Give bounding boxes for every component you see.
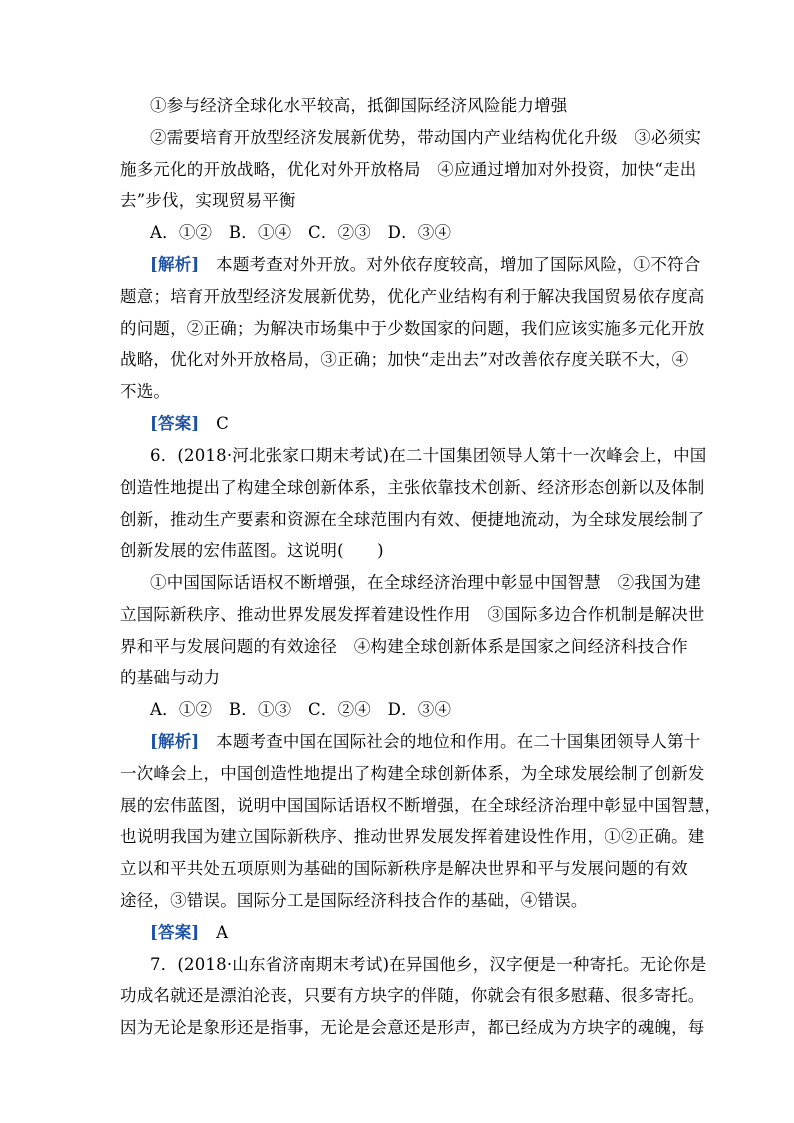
q5-choices: A．①② B．①④ C．②③ D．③④ — [150, 223, 452, 242]
q5-option-line: 去”步伐，实现贸易平衡 — [120, 191, 296, 210]
q5-option-line: ②需要培育开放型经济发展新优势，带动国内产业结构优化升级 ③必须实 — [150, 128, 702, 147]
q6-stem-line: 创新，推动生产要素和资源在全球范围内有效、便捷地流动，为全球发展绘制了 — [120, 510, 705, 529]
q6-option-line: 界和平与发展问题的有效途径 ④构建全球创新体系是国家之间经济科技合作 — [120, 637, 688, 656]
q6-option-line: 立国际新秩序、推动世界发展发挥着建设性作用 ③国际多边合作机制是解决世 — [120, 605, 705, 624]
q6-analysis-line — [150, 732, 701, 752]
analysis-label: [解析] — [150, 732, 200, 751]
q6-option-line: 的基础与动力 — [120, 668, 221, 687]
answer-value: A — [199, 923, 229, 942]
analysis-text: 本题考查中国在国际社会的地位和作用。在二十国集团领导人第十 — [199, 732, 701, 751]
q5-analysis-line: 不选。 — [120, 382, 171, 401]
answer-value: C — [199, 414, 229, 433]
answer-label: [答案] — [150, 923, 200, 942]
q5-option-line: 施多元化的开放战略，优化对外开放格局 ④应通过增加对外投资，加快“走出 — [120, 160, 697, 179]
q5-analysis-line — [150, 255, 701, 275]
q7-stem-line: 7．(2018·山东省济南期末考试)在异国他乡，汉字便是一种寄托。无论你是 — [150, 955, 707, 974]
q6-analysis-line: 立以和平共处五项原则为基础的国际新秩序是解决世界和平与发展问题的有效 — [120, 859, 688, 878]
q6-stem-line: 6．(2018·河北张家口期末考试)在二十国集团领导人第十一次峰会上，中国 — [150, 446, 707, 465]
q7-stem-line: 因为无论是象形还是指事，无论是会意还是形声，都已经成为方块字的魂魄，每 — [120, 1018, 705, 1037]
q6-option-line: ①中国国际话语权不断增强，在全球经济治理中彰显中国智慧 ②我国为建 — [150, 573, 702, 592]
q6-stem-line: 创造性地提出了构建全球创新体系，主张依靠技术创新、经济形态创新以及体制 — [120, 478, 705, 497]
q5-answer-line — [150, 414, 680, 434]
q5-analysis-line: 的问题，②正确；为解决市场集中于少数国家的问题，我们应该实施多元化开放 — [120, 319, 705, 338]
q6-analysis-line: 也说明我国为建立国际新秩序、推动世界发展发挥着建设性作用，①②正确。建 — [120, 827, 705, 846]
q6-analysis-line: 展的宏伟蓝图，说明中国国际话语权不断增强，在全球经济治理中彰显中国智慧， — [120, 796, 722, 815]
q6-choices: A．①② B．①③ C．②④ D．③④ — [150, 700, 452, 719]
q5-option-line: ①参与经济全球化水平较高，抵御国际经济风险能力增强 — [150, 96, 568, 115]
q5-analysis-line: 战略，优化对外开放格局，③正确；加快“走出去”对改善依存度关联不大，④ — [120, 350, 689, 369]
q6-stem-line: 创新发展的宏伟蓝图。这说明( ) — [120, 541, 384, 560]
analysis-text: 本题考查对外开放。对外依存度较高，增加了国际风险，①不符合 — [199, 255, 701, 274]
analysis-label: [解析] — [150, 255, 200, 274]
q5-analysis-line: 题意；培育开放型经济发展新优势，优化产业结构有利于解决我国贸易依存度高 — [120, 287, 705, 306]
q6-analysis-line: 一次峰会上，中国创造性地提出了构建全球创新体系，为全球发展绘制了创新发 — [120, 764, 705, 783]
q7-stem-line: 功成名就还是漂泊沦丧，只要有方块字的伴随，你就会有很多慰藉、很多寄托。 — [120, 986, 705, 1005]
answer-label: [答案] — [150, 414, 200, 433]
q6-answer-line — [150, 923, 680, 943]
q6-analysis-line: 途径，③错误。国际分工是国际经济科技合作的基础，④错误。 — [120, 891, 588, 910]
